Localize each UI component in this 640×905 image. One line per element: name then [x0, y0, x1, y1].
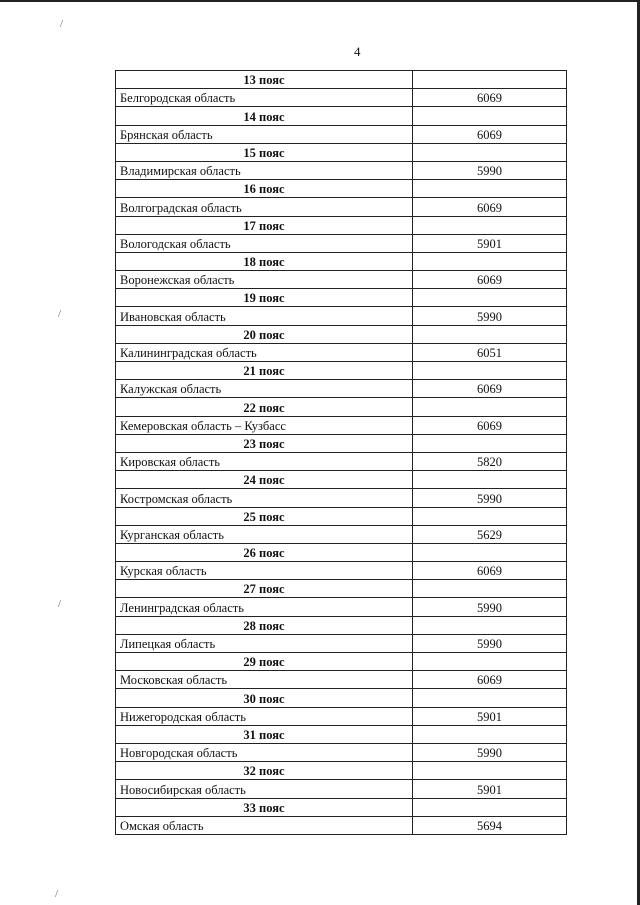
region-name: Волгоградская область	[116, 198, 413, 216]
region-row	[116, 743, 567, 761]
region-name: Кировская область	[116, 452, 413, 470]
region-value: 5629	[413, 525, 567, 543]
scan-mark: /	[55, 888, 59, 900]
region-value: 5990	[413, 489, 567, 507]
belt-label: 20 пояс	[116, 325, 413, 343]
belt-label: 13 пояс	[116, 71, 413, 89]
region-value: 5990	[413, 634, 567, 652]
region-value: 6069	[413, 198, 567, 216]
belt-empty-cell	[413, 434, 567, 452]
belt-empty-cell	[413, 616, 567, 634]
belt-row	[116, 289, 567, 307]
belt-label: 22 пояс	[116, 398, 413, 416]
scan-mark: /	[58, 598, 62, 610]
belt-row	[116, 252, 567, 270]
region-row	[116, 234, 567, 252]
belt-label: 27 пояс	[116, 580, 413, 598]
region-row	[116, 525, 567, 543]
belt-empty-cell	[413, 362, 567, 380]
belt-row	[116, 689, 567, 707]
belt-empty-cell	[413, 507, 567, 525]
belt-row	[116, 762, 567, 780]
region-name: Воронежская область	[116, 271, 413, 289]
region-name: Калининградская область	[116, 343, 413, 361]
region-name: Ивановская область	[116, 307, 413, 325]
region-row	[116, 634, 567, 652]
region-value: 6069	[413, 89, 567, 107]
belt-label: 29 пояс	[116, 653, 413, 671]
region-row	[116, 416, 567, 434]
belt-empty-cell	[413, 325, 567, 343]
belt-label: 31 пояс	[116, 725, 413, 743]
region-name: Новосибирская область	[116, 780, 413, 798]
region-value: 5990	[413, 307, 567, 325]
region-value: 5694	[413, 816, 567, 834]
belt-row	[116, 543, 567, 561]
belt-row	[116, 434, 567, 452]
belt-row	[116, 325, 567, 343]
belt-row	[116, 653, 567, 671]
region-row	[116, 380, 567, 398]
belt-label: 24 пояс	[116, 471, 413, 489]
region-row	[116, 198, 567, 216]
region-name: Ленинградская область	[116, 598, 413, 616]
region-name: Кемеровская область – Кузбасс	[116, 416, 413, 434]
region-name: Вологодская область	[116, 234, 413, 252]
region-row	[116, 707, 567, 725]
belt-empty-cell	[413, 180, 567, 198]
belt-empty-cell	[413, 762, 567, 780]
region-value: 6069	[413, 671, 567, 689]
belt-row	[116, 507, 567, 525]
belt-row	[116, 471, 567, 489]
page-number: 4	[354, 44, 361, 59]
region-row	[116, 161, 567, 179]
region-row	[116, 89, 567, 107]
belt-empty-cell	[413, 689, 567, 707]
region-row	[116, 271, 567, 289]
belt-empty-cell	[413, 289, 567, 307]
belt-label: 15 пояс	[116, 143, 413, 161]
region-value: 5901	[413, 234, 567, 252]
region-name: Курганская область	[116, 525, 413, 543]
region-name: Белгородская область	[116, 89, 413, 107]
belt-label: 19 пояс	[116, 289, 413, 307]
belt-empty-cell	[413, 107, 567, 125]
belt-empty-cell	[413, 725, 567, 743]
tariff-table	[115, 70, 567, 835]
region-value: 6069	[413, 416, 567, 434]
region-name: Калужская область	[116, 380, 413, 398]
belt-label: 26 пояс	[116, 543, 413, 561]
belt-label: 21 пояс	[116, 362, 413, 380]
scan-edge-top	[0, 0, 640, 2]
belt-label: 32 пояс	[116, 762, 413, 780]
belt-label: 18 пояс	[116, 252, 413, 270]
region-row	[116, 125, 567, 143]
region-row	[116, 489, 567, 507]
belt-label: 16 пояс	[116, 180, 413, 198]
region-row	[116, 307, 567, 325]
table-body	[116, 71, 567, 835]
belt-row	[116, 362, 567, 380]
belt-label: 28 пояс	[116, 616, 413, 634]
region-name: Владимирская область	[116, 161, 413, 179]
scan-mark: /	[58, 308, 62, 320]
belt-empty-cell	[413, 543, 567, 561]
belt-empty-cell	[413, 252, 567, 270]
region-value: 6051	[413, 343, 567, 361]
belt-row	[116, 580, 567, 598]
region-row	[116, 598, 567, 616]
belt-empty-cell	[413, 216, 567, 234]
belt-row	[116, 798, 567, 816]
belt-row	[116, 143, 567, 161]
belt-row	[116, 725, 567, 743]
belt-label: 17 пояс	[116, 216, 413, 234]
region-value: 5820	[413, 452, 567, 470]
region-row	[116, 671, 567, 689]
region-row	[116, 343, 567, 361]
belt-label: 14 пояс	[116, 107, 413, 125]
region-row	[116, 452, 567, 470]
belt-row	[116, 216, 567, 234]
region-value: 5990	[413, 743, 567, 761]
region-value: 5901	[413, 707, 567, 725]
region-row	[116, 780, 567, 798]
belt-row	[116, 107, 567, 125]
belt-label: 30 пояс	[116, 689, 413, 707]
belt-empty-cell	[413, 471, 567, 489]
region-value: 6069	[413, 271, 567, 289]
scan-mark: /	[60, 18, 64, 30]
region-name: Брянская область	[116, 125, 413, 143]
belt-label: 23 пояс	[116, 434, 413, 452]
belt-row	[116, 616, 567, 634]
region-value: 5990	[413, 161, 567, 179]
belt-empty-cell	[413, 398, 567, 416]
region-name: Омская область	[116, 816, 413, 834]
belt-empty-cell	[413, 580, 567, 598]
region-value: 6069	[413, 125, 567, 143]
region-name: Новгородская область	[116, 743, 413, 761]
region-value: 6069	[413, 380, 567, 398]
region-row	[116, 816, 567, 834]
region-value: 6069	[413, 562, 567, 580]
region-name: Липецкая область	[116, 634, 413, 652]
region-row	[116, 562, 567, 580]
region-name: Курская область	[116, 562, 413, 580]
belt-row	[116, 180, 567, 198]
region-value: 5990	[413, 598, 567, 616]
region-name: Московская область	[116, 671, 413, 689]
belt-row	[116, 398, 567, 416]
region-value: 5901	[413, 780, 567, 798]
region-name: Нижегородская область	[116, 707, 413, 725]
belt-empty-cell	[413, 143, 567, 161]
belt-row	[116, 71, 567, 89]
region-name: Костромская область	[116, 489, 413, 507]
belt-label: 25 пояс	[116, 507, 413, 525]
belt-label: 33 пояс	[116, 798, 413, 816]
belt-empty-cell	[413, 71, 567, 89]
belt-empty-cell	[413, 653, 567, 671]
belt-empty-cell	[413, 798, 567, 816]
